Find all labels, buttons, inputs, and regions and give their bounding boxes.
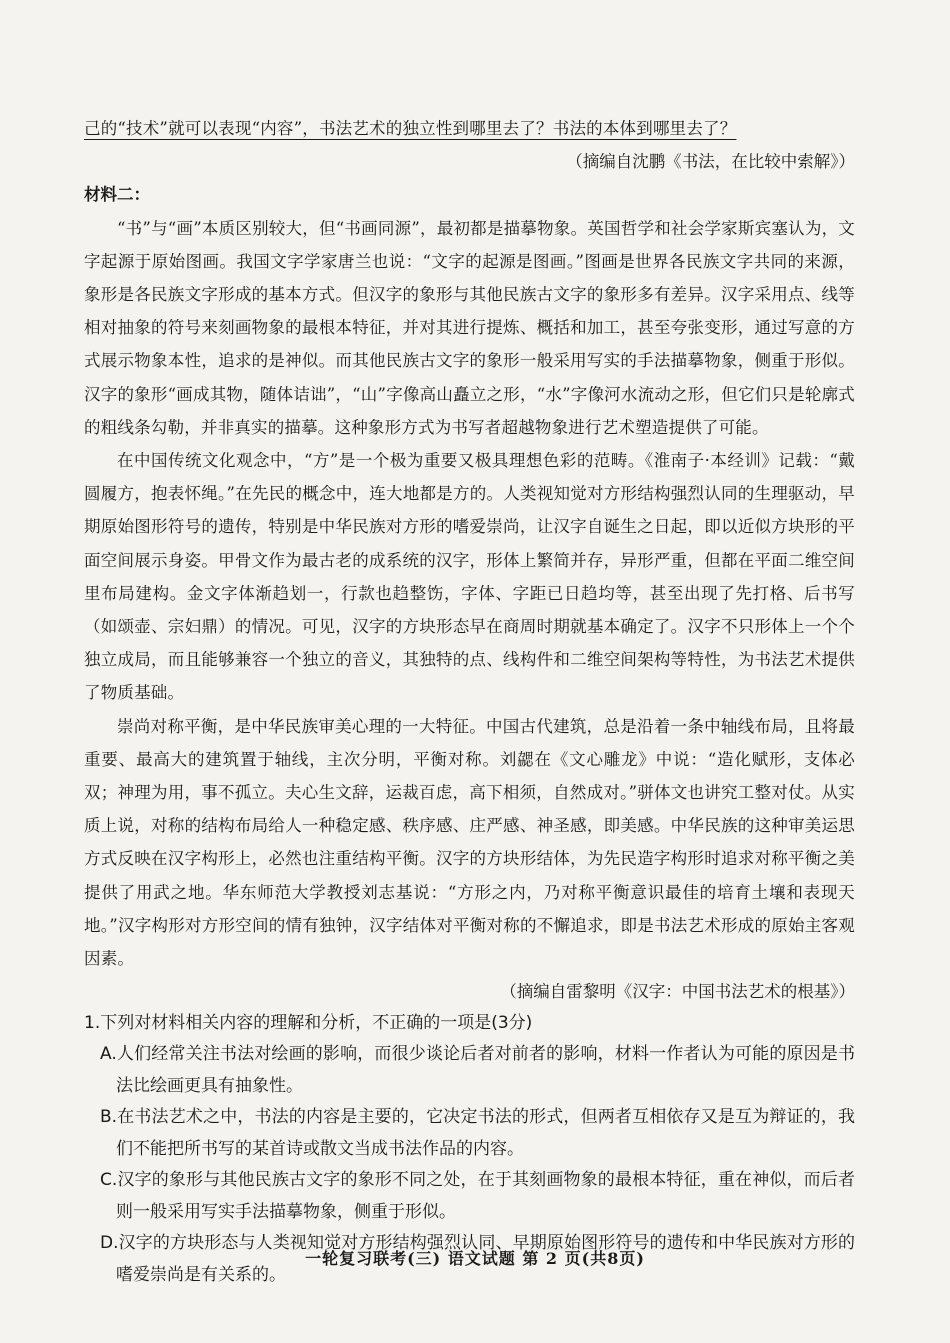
option-a [84,1039,855,1102]
option-text: 人们经常关注书法对绘画的影响，而很少谈论后者对前者的影响，材料一作者认为可能的原因是书法比绘画更具有抽象性。 [116,1044,855,1096]
paragraph-3: 崇尚对称平衡，是中华民族审美心理的一大特征。中国古代建筑，总是沿着一条中轴线布局，且将最重要、最高大的建筑置于轴线，主次分明，平衡对称。刘勰在《文心雕龙》中说：“造化赋形，支体必双；神理为用，事不孤立。夫心生文辞，运裁百虑，高下相须，自然成对。”骈体文也讲究工整对仗。从实质上说，对称的结构布局给人一种稳定感、秩序感、庄严感、神圣感，即美感。中华民族的这种审美运思方式反映在汉字构形上，必然也注重结构平衡。汉字的方块形结体，为先民造字构形时追求对称平衡之美提供了用武之地。华东师范大学教授刘志基说：“方形之内，乃对称平衡意识最佳的培育土壤和表现天地。”汉字构形对方形空间的情有独钟，汉字结体对平衡对称的不懈追求，即是书法艺术形成的原始主客观因素。 [84,716,855,969]
option-letter: B. [100,1107,118,1128]
paragraph-2: 在中国传统文化观念中，“方”是一个极为重要又极具理想色彩的范畴。《淮南子·本经训》记载：“戴圆履方，抱表怀绳。”在先民的概念中，连大地都是方的。人类视知觉对方形结构强烈认同的生理驱动，早期原始图形符号的遗传，特别是中华民族对方形的嗜爱崇尚，让汉字自诞生之日起，即以近似方块形的平面空间展示身姿。甲骨文作为最古老的成系统的汉字，形体上繁简并存，异形严重，但都在平面二维空间里布局建构。金文字体渐趋划一，行款也趋整饬，字体、字距已日趋均等，甚至出现了先打格、后书写（如颂壶、宗妇鼎）的情况。可见，汉字的方块形态早在商周时期就基本确定了。汉字不只形体上一个个独立成局，而且能够兼容一个独立的音义，其独特的点、线构件和二维空间架构等特性，为书法艺术提供了物质基础。 [84,451,855,703]
source-citation-2: （摘编自雷黎明《汉字：中国书法艺术的根基》） [500,982,855,1002]
option-b [84,1102,855,1165]
source-citation-1: （摘编自沈鹏《书法，在比较中索解》） [566,152,855,172]
continued-line: 己的“技术”就可以表现“内容”，书法艺术的独立性到哪里去了？书法的本体到哪里去了？ [84,119,737,138]
question-stem: 1.下列对材料相关内容的理解和分析，不正确的一项是(3分) [84,1013,533,1034]
option-text: 汉字的方块形态与人类视知觉对方形结构强烈认同、早期原始图形符号的遗传和中华民族对方形的嗜爱崇尚是有关系的。 [116,1233,855,1285]
option-c [84,1165,855,1228]
option-letter: D. [100,1233,119,1254]
option-letter: C. [100,1170,118,1191]
option-text: 汉字的象形与其他民族古文字的象形不同之处，在于其刻画物象的最根本特征，重在神似，而后者则一般采用写实手法描摹物象，侧重于形似。 [116,1170,855,1222]
option-text: 在书法艺术之中，书法的内容是主要的，它决定书法的形式，但两者互相依存又是互为辩证的，我们不能把所书写的某首诗或散文当成书法作品的内容。 [116,1107,855,1159]
option-letter: A. [100,1044,117,1065]
material-2-heading: 材料二： [84,185,150,205]
page-footer: 一轮复习联考(三) 语文试题 第 2 页(共8页) [305,1249,645,1268]
paragraph-1: “书”与“画”本质区别较大，但“书画同源”，最初都是描摹物象。英国哲学和社会学家斯宾塞认为，文字起源于原始图画。我国文字学家唐兰也说：“文字的起源是图画。”图画是世界各民族文字共同的来源，象形是各民族文字形成的基本方式。但汉字的象形与其他民族古文字的象形多有差异。汉字采用点、线等相对抽象的符号来刻画物象的最根本特征，并对其进行提炼、概括和加工，甚至夸张变形，通过写意的方式展示物象本性，追求的是神似。而其他民族古文字的象形一般采用写实的手法描摹物象，侧重于形似。汉字的象形“画成其物，随体诘诎”，“山”字像高山矗立之形，“水”字像河水流动之形，但它们只是轮廓式的粗线条勾勒，并非真实的描摹。这种象形方式为书写者超越物象进行艺术塑造提供了可能。 [84,218,855,437]
